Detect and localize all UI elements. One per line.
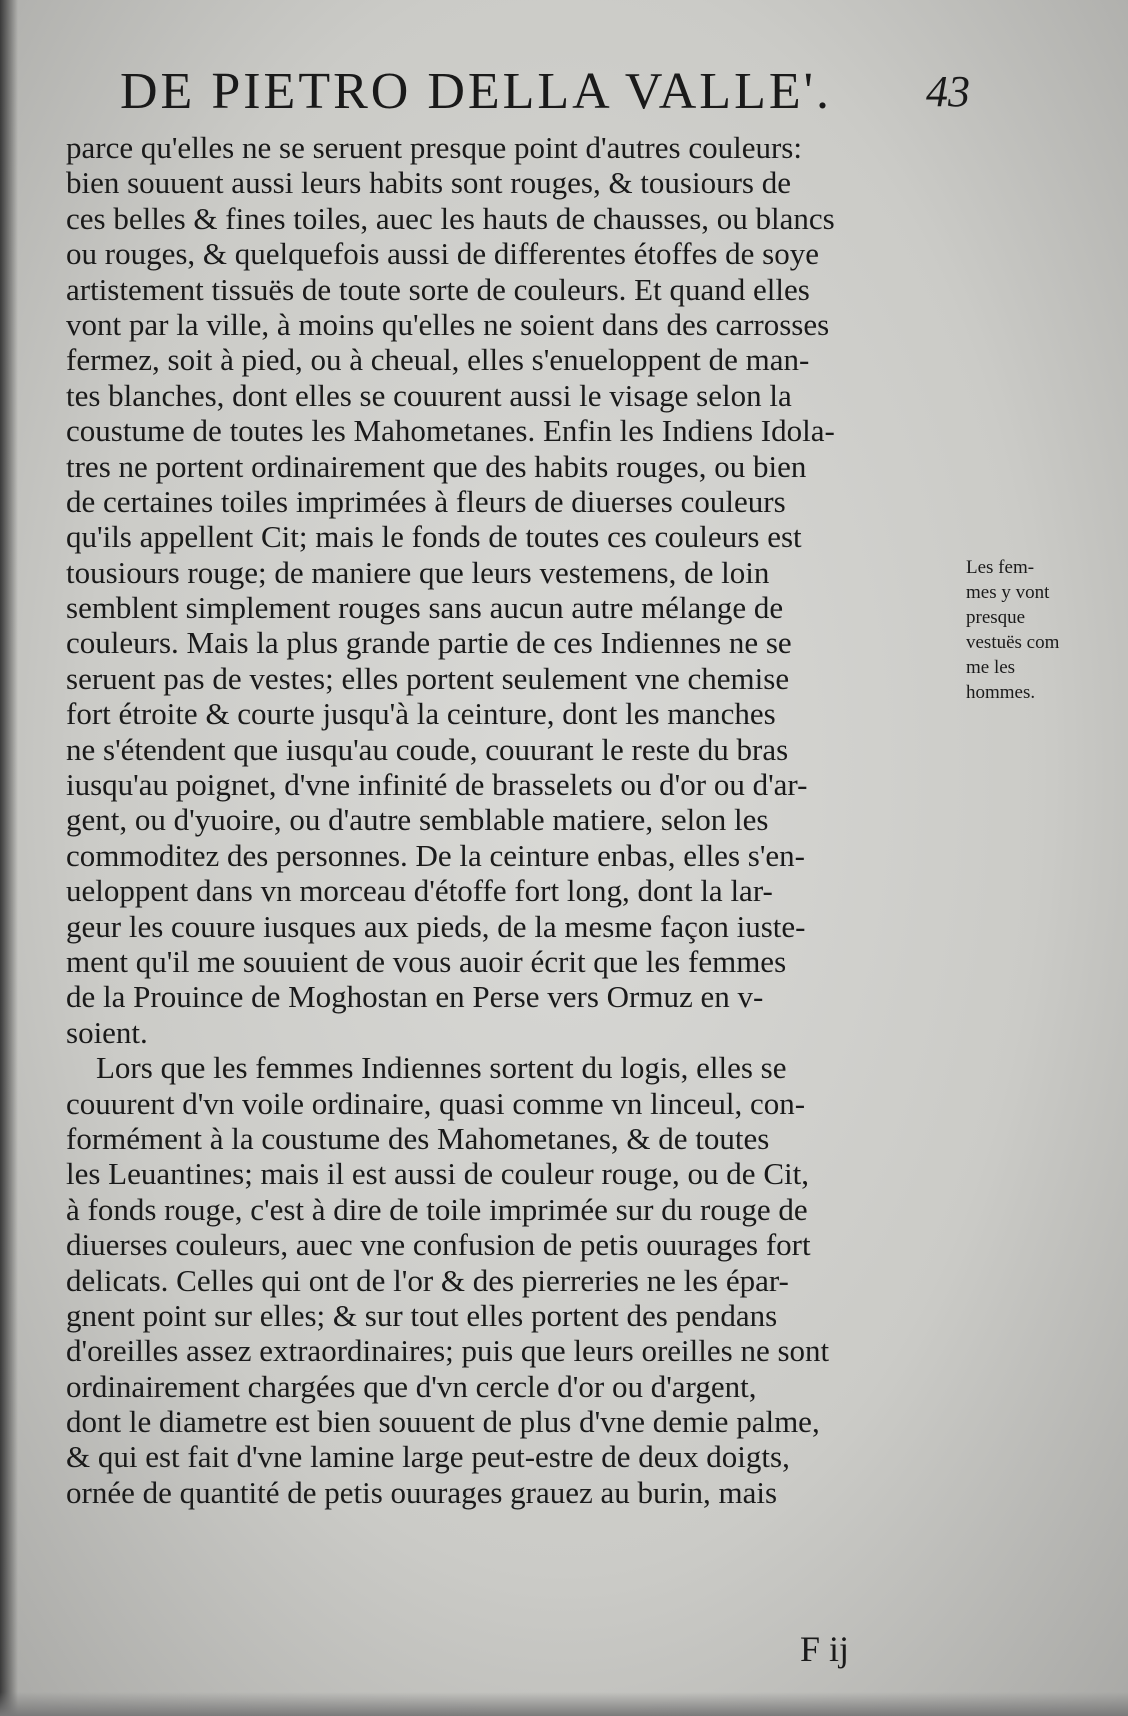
page-edge-shadow (0, 0, 18, 1716)
text-line: seruent pas de vestes; elles portent seulement vne chemise (66, 660, 790, 696)
text-line: vont par la ville, à moins qu'elles ne soient dans des carrosses (66, 306, 830, 342)
text-line: couleurs. Mais la plus grande partie de ces Indiennes ne se (66, 625, 792, 661)
text-line: qu'ils appellent Cit; mais le fonds de toutes ces couleurs est (66, 519, 802, 555)
text-line: tres ne portent ordinairement que des habits rouges, ou bien (66, 448, 807, 484)
text-line: ou rouges, & quelquefois aussi de differentes étoffes de soye (66, 236, 819, 272)
text-line: ment qu'il me souuient de vous auoir écrit que les femmes (66, 943, 787, 979)
running-title: DE PIETRO DELLA VALLE'. (120, 63, 832, 120)
text-line: tousiours rouge; de maniere que leurs vestemens, de loin (66, 554, 770, 590)
text-line: couurent d'vn voile ordinaire, quasi comme vn linceul, con- (66, 1085, 806, 1121)
text-line: commoditez des personnes. De la ceinture enbas, elles s'en- (66, 837, 805, 873)
text-line: artistement tissuës de toute sorte de couleurs. Et quand elles (66, 271, 810, 307)
text-line: d'oreilles assez extraordinaires; puis que leurs oreilles ne sont (66, 1333, 830, 1369)
text-line: bien souuent aussi leurs habits sont rouges, & tousiours de (66, 165, 791, 201)
page-number: 43 (926, 67, 970, 116)
text-line: fort étroite & courte jusqu'à la ceinture, dont les manches (66, 696, 776, 732)
margin-note-line: mes y vont (966, 582, 1050, 603)
margin-note-line: presque (966, 607, 1026, 628)
text-line: diuerses couleurs, auec vne confusion de petis ouurages fort (66, 1227, 811, 1263)
text-line: geur les couure iusques aux pieds, de la mesme façon iuste- (66, 908, 806, 944)
text-line: de la Prouince de Moghostan en Perse vers Ormuz en v- (66, 979, 764, 1015)
text-line: ordinairement chargées que d'vn cercle d'or ou d'argent, (66, 1368, 757, 1404)
text-line: ne s'étendent que iusqu'au coude, couurant le reste du bras (66, 731, 789, 767)
text-line: à fonds rouge, c'est à dire de toile imprimée sur du rouge de (66, 1191, 808, 1227)
text-line: formément à la coustume des Mahometanes, & de toutes (66, 1120, 770, 1156)
text-line: dont le diametre est bien souuent de plus d'vne demie palme, (66, 1404, 820, 1440)
text-line: ces belles & fines toiles, auec les hauts de chausses, ou blancs (66, 200, 835, 236)
text-line: coustume de toutes les Mahometanes. Enfin les Indiens Idola- (66, 413, 835, 449)
margin-note-line: hommes. (966, 682, 1036, 703)
text-line: fermez, soit à pied, ou à cheual, elles s'enueloppent de man- (66, 342, 810, 378)
text-line: delicats. Celles qui ont de l'or & des pierreries ne les épar- (66, 1262, 789, 1298)
text-line: iusqu'au poignet, d'vne infinité de brasselets ou d'or ou d'ar- (66, 767, 808, 803)
text-line: gnent point sur elles; & sur tout elles portent des pendans (66, 1297, 778, 1333)
text-line: de certaines toiles imprimées à fleurs de diuerses couleurs (66, 483, 786, 519)
text-line: ueloppent dans vn morceau d'étoffe fort long, dont la lar- (66, 873, 773, 909)
text-line: soient. (66, 1014, 148, 1050)
signature-mark: F ij (800, 1629, 850, 1669)
text-line: parce qu'elles ne se seruent presque point d'autres couleurs: (66, 130, 802, 165)
text-line: gent, ou d'yuoire, ou d'autre semblable matiere, selon les (66, 802, 769, 838)
text-line: les Leuantines; mais il est aussi de couleur rouge, ou de Cit, (66, 1156, 809, 1192)
text-line: semblent simplement rouges sans aucun autre mélange de (66, 590, 784, 626)
text-line: Lors que les femmes Indiennes sortent du logis, elles se (96, 1050, 787, 1086)
text-line: ornée de quantité de petis ouurages grauez au burin, mais (66, 1474, 778, 1510)
text-line: tes blanches, dont elles se couurent aussi le visage selon la (66, 377, 792, 413)
body-text (66, 130, 959, 1510)
margin-note-line: me les (966, 657, 1016, 678)
page-bottom-shadow (0, 1692, 1128, 1716)
margin-note-line: vestuës com (966, 632, 1060, 653)
text-line: & qui est fait d'vne lamine large peut-estre de deux doigts, (66, 1439, 790, 1475)
margin-note-line: Les fem- (966, 557, 1035, 578)
margin-note (966, 555, 1084, 705)
